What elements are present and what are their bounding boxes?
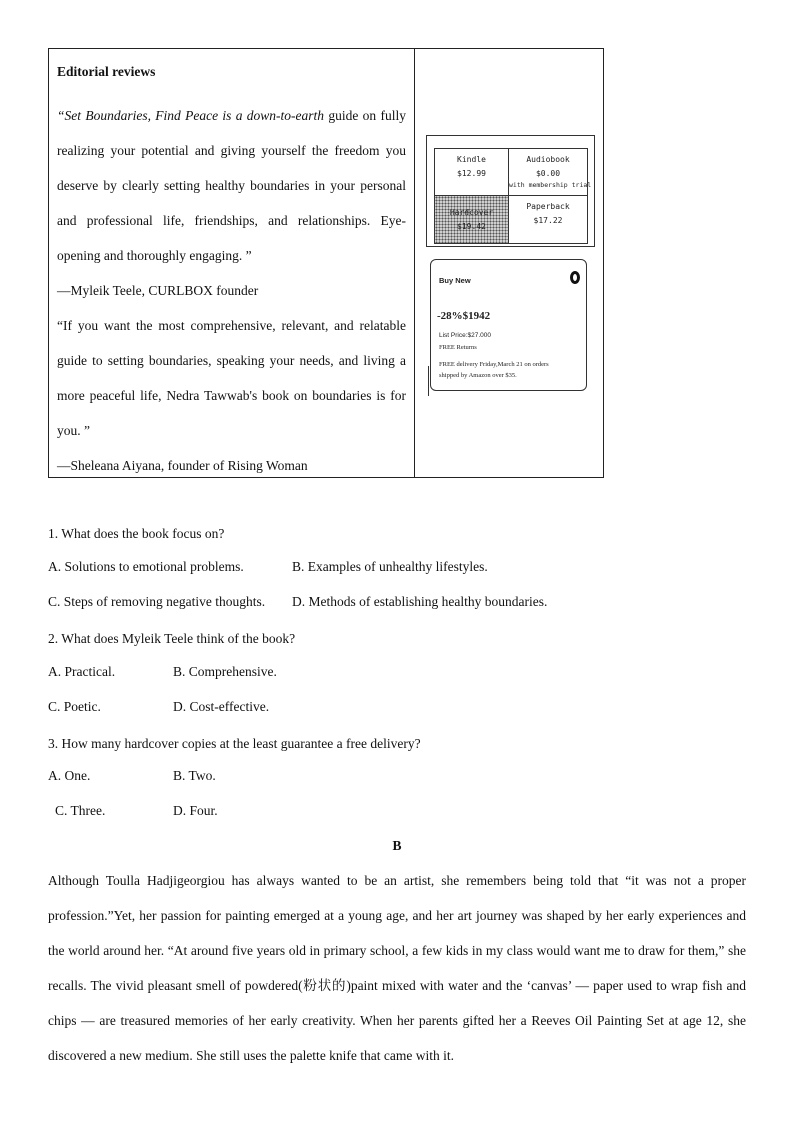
review-quote-1-italic: “Set Boundaries, Find Peace is a down-to-earth — [57, 108, 325, 123]
delivery-info — [439, 359, 579, 381]
q1-option-c: C. Steps of removing negative thoughts. — [48, 594, 266, 609]
question-3-stem: 3. How many hardcover copies at the least guarantee a free delivery? — [48, 736, 421, 751]
format-hardcover-selected[interactable] — [435, 196, 509, 243]
delivery-line-1: FREE delivery Friday,March 21 on orders — [439, 361, 549, 368]
q2-option-a: A. Practical. — [48, 664, 116, 679]
q1-option-d: D. Methods of establishing healthy boundaries. — [292, 594, 548, 609]
audiobook-note: with membership trial — [509, 181, 592, 189]
paperback-label: Paperback — [526, 202, 570, 211]
paperback-price: $17.22 — [533, 216, 563, 225]
free-returns: FREE Returns — [439, 344, 477, 351]
format-options-box — [426, 135, 595, 247]
format-kindle[interactable] — [435, 149, 509, 196]
review-quote-1-text: guide on fully realizing your potential and giving yourself the freedom you deserve by clearly setting healthy boundaries in your personal and professional life, friendships, and relationships. Eye-opening and thoroughly engaging. ” — [57, 108, 406, 263]
audiobook-price: $0.00 — [535, 169, 561, 178]
q1-option-b: B. Examples of unhealthy lifestyles. — [292, 559, 488, 574]
section-heading-b: B — [392, 838, 402, 853]
kindle-price: $12.99 — [457, 169, 486, 178]
q2-option-b: B. Comprehensive. — [173, 664, 277, 679]
radio-selected-icon[interactable] — [570, 271, 580, 284]
question-1-stem: 1. What does the book focus on? — [48, 526, 225, 541]
hardcover-label: Hardcover — [449, 208, 494, 217]
divider — [428, 366, 429, 396]
delivery-line-2: shipped by Amazon over $35. — [439, 372, 517, 379]
q3-option-b: B. Two. — [173, 768, 216, 783]
q3-option-c: C. Three. — [55, 803, 106, 818]
buy-new-box — [430, 259, 587, 391]
list-price: List Price:$27.000 — [439, 332, 492, 339]
q1-option-a: A. Solutions to emotional problems. — [48, 559, 244, 574]
format-audiobook[interactable] — [509, 149, 592, 196]
review-quote-1 — [57, 98, 406, 273]
q3-option-a: A. One. — [48, 768, 91, 783]
q2-option-c: C. Poetic. — [48, 699, 101, 714]
kindle-label: Kindle — [457, 155, 486, 164]
review-author-1: —Myleik Teele, CURLBOX founder — [57, 283, 259, 298]
audiobook-label: Audiobook — [526, 155, 570, 164]
buy-new-label: Buy New — [439, 276, 471, 285]
question-2-stem: 2. What does Myleik Teele think of the book? — [48, 631, 296, 646]
editorial-reviews-column — [49, 49, 415, 477]
reviews-title: Editorial reviews — [57, 64, 156, 79]
format-grid — [434, 148, 592, 244]
review-quote-2: “If you want the most comprehensive, relevant, and relatable guide to setting boundaries, speaking your needs, and living a more peaceful life, Nedra Tawwab's book on boundaries is for you. ” — [57, 318, 406, 438]
review-author-2: —Sheleana Aiyana, founder of Rising Woman — [57, 458, 308, 473]
passage-b: Although Toulla Hadjigeorgiou has always wanted to be an artist, she remembers being told that “it was not a proper profession.”Yet, her passion for painting emerged at a young age, and her art journey was shaped by her early experiences and the world around her. “At around five years old in primary school, a few kids in my class would want me to draw for them,” she recalls. The vivid pleasant smell of powdered(粉状的)paint mixed with water and the ‘canvas’ — paper used to wrap fish and chips — are treasured memories of her early creativity. When her parents gifted her a Reeves Oil Painting Set at age 12, she discovered a new medium. She still uses the palette knife that came with it. — [48, 873, 746, 1063]
q3-option-d: D. Four. — [173, 803, 218, 818]
q2-option-d: D. Cost-effective. — [173, 699, 270, 714]
hardcover-price: $19.42 — [457, 222, 486, 231]
format-paperback[interactable] — [509, 196, 587, 243]
discount-price: -28%$1942 — [437, 310, 491, 322]
